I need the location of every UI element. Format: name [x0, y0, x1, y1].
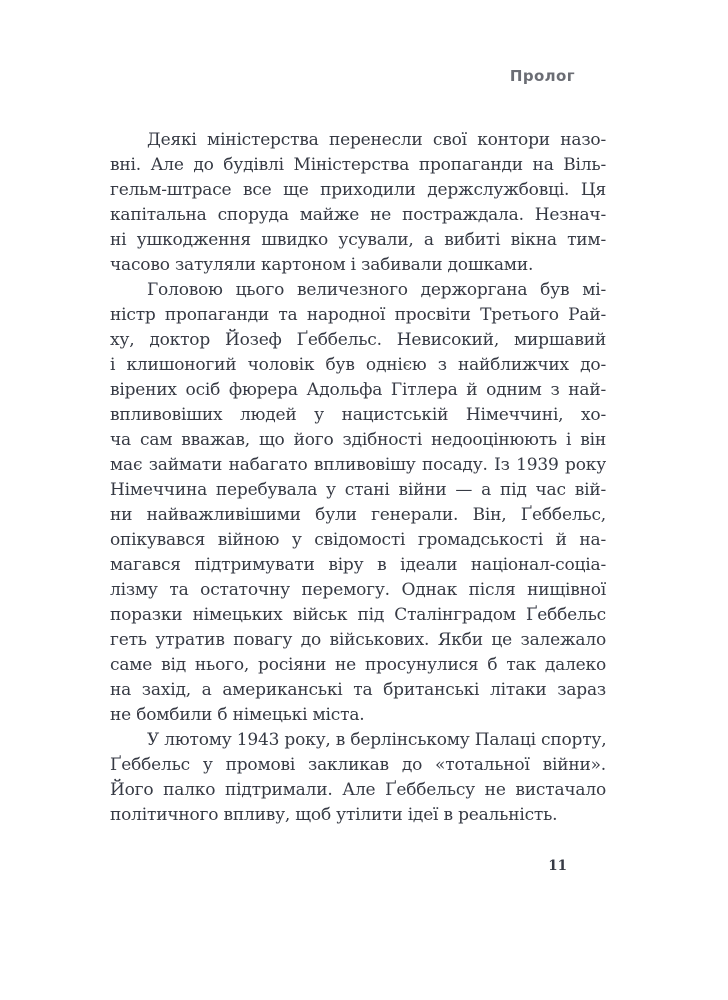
text-line: магався підтримувати віру в ідеали націонал-соціа-: [110, 555, 606, 575]
text-line: ча сам вважав, що його здібності недооцінюють і він: [110, 430, 606, 450]
text-line: опікувався війною у свідомості громадськості й на-: [110, 530, 606, 550]
text-line: на захід, а американські та британські літаки зараз: [110, 680, 606, 700]
text-line: ні ушкодження швидко усували, а вибиті вікна тим-: [110, 230, 606, 250]
text-line: політичного впливу, щоб утілити ідеї в реальність.: [110, 805, 558, 825]
text-line: вні. Але до будівлі Міністерства пропаганди на Віль-: [110, 155, 606, 175]
text-line: часово затуляли картоном і забивали дошками.: [110, 255, 534, 275]
text-line: і клишоногий чоловік був однією з найближчих до-: [110, 355, 606, 375]
text-line: ністр пропаганди та народної просвіти Третього Рай-: [110, 305, 606, 325]
text-line: ни найважливішими були генерали. Він, Ґеббельс,: [110, 505, 606, 525]
text-line: поразки німецьких військ під Сталінградом Ґеббельс: [110, 605, 606, 625]
text-line: Головою цього величезного держоргана був мі-: [147, 280, 606, 300]
text-line: має займати набагато впливовішу посаду. Із 1939 року: [110, 455, 606, 475]
text-line: Німеччина перебувала у стані війни — а під час вій-: [110, 480, 606, 500]
text-line: Деякі міністерства перенесли свої контори назо-: [147, 130, 606, 150]
text-line: капітальна споруда майже не постраждала. Незнач-: [110, 205, 606, 225]
text-block: [110, 128, 606, 828]
text-line: Його палко підтримали. Але Ґеббельсу не вистачало: [110, 780, 606, 800]
text-line: геть утратив повагу до військових. Якби це залежало: [110, 630, 606, 650]
text-line: гельм-штрасе все ще приходили держслужбовці. Ця: [110, 180, 606, 200]
running-head: Пролог: [509, 67, 575, 85]
page-number: 11: [548, 858, 567, 874]
text-line: У лютому 1943 року, в берлінському Палаці спорту,: [147, 730, 606, 750]
text-line: вірених осіб фюрера Адольфа Гітлера й одним з най-: [110, 380, 606, 400]
text-line: не бомбили б німецькі міста.: [110, 705, 365, 725]
text-line: лізму та остаточну перемогу. Однак після нищівної: [110, 580, 606, 600]
text-line: ху, доктор Йозеф Ґеббельс. Невисокий, миршавий: [110, 330, 606, 350]
text-line: впливовіших людей у нацистській Німеччині, хо-: [110, 405, 606, 425]
text-line: саме від нього, росіяни не просунулися б так далеко: [110, 655, 606, 675]
text-line: Ґеббельс у промові закликав до «тотальної війни».: [110, 755, 606, 775]
